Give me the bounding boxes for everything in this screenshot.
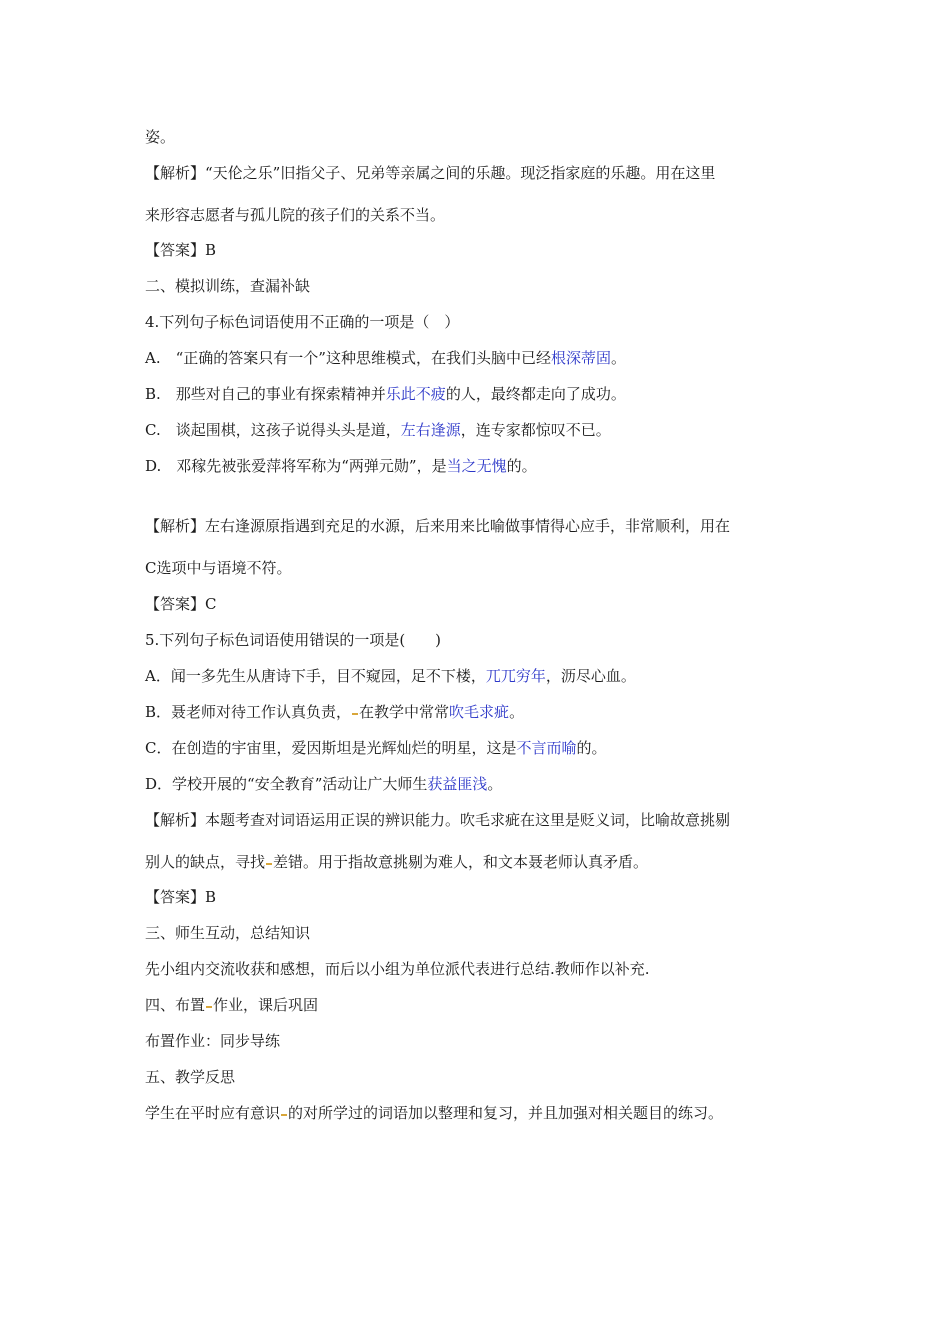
revision-mark bbox=[281, 1111, 287, 1116]
section5-title: 五、教学反思 bbox=[145, 1068, 236, 1086]
q3-answer: 【答案】B bbox=[145, 241, 217, 259]
q3-tail: 姿。 bbox=[145, 128, 176, 146]
highlighted-term: 吹毛求疵 bbox=[449, 703, 510, 721]
section3-title: 三、师生互动，总结知识 bbox=[145, 924, 311, 942]
q5-option-d: D．学校开展的“安全教育”活动让广大师生获益匪浅。 bbox=[145, 775, 503, 793]
q4-option-c: C. 谈起围棋，这孩子说得头头是道，左右逢源，连专家都惊叹不已。 bbox=[145, 421, 611, 439]
q3-analysis-line2: 来形容志愿者与孤儿院的孩子们的关系不当。 bbox=[145, 206, 446, 224]
q4-answer: 【答案】C bbox=[145, 595, 217, 613]
q5-option-b: B．聂老师对待工作认真负责， 在教学中常常吹毛求疵。 bbox=[145, 703, 525, 721]
revision-mark bbox=[266, 860, 272, 865]
revision-mark bbox=[352, 710, 358, 715]
q4-option-a: A. “正确的答案只有一个”这种思维模式，在我们头脑中已经根深蒂固。 bbox=[145, 349, 626, 367]
highlighted-term: 不言而喻 bbox=[516, 739, 577, 757]
section2-title: 二、模拟训练，查漏补缺 bbox=[145, 277, 311, 295]
highlighted-term: 根深蒂固 bbox=[550, 349, 611, 367]
section3-body: 先小组内交流收获和感想，而后以小组为单位派代表进行总结.教师作以补充. bbox=[145, 960, 650, 978]
q4-option-b: B. 那些对自己的事业有探索精神并乐此不疲的人，最终都走向了成功。 bbox=[145, 385, 626, 403]
q5-analysis-line1: 【解析】本题考查对词语运用正误的辨识能力。吹毛求疵在这里是贬义词，比喻故意挑剔 bbox=[145, 811, 731, 829]
q4-option-d: D. 邓稼先被张爱萍将军称为“两弹元勋”，是当之无愧的。 bbox=[145, 457, 537, 475]
q5-stem: 5.下列句子标色词语使用错误的一项是( ) bbox=[145, 631, 442, 649]
q4-analysis-line1: 【解析】左右逢源原指遇到充足的水源，后来用来比喻做事情得心应手，非常顺利，用在 bbox=[145, 517, 731, 535]
q5-analysis-line2: 别人的缺点，寻找 差错。用于指故意挑剔为难人，和文本聂老师认真矛盾。 bbox=[145, 853, 649, 871]
section4-body: 布置作业：同步导练 bbox=[145, 1032, 281, 1050]
highlighted-term: 兀兀穷年 bbox=[485, 667, 546, 685]
section5-body: 学生在平时应有意识 的对所学过的词语加以整理和复习，并且加强对相关题目的练习。 bbox=[145, 1104, 724, 1122]
q4-stem: 4.下列句子标色词语使用不正确的一项是（ ） bbox=[145, 313, 460, 331]
q4-analysis-line2: C选项中与语境不符。 bbox=[145, 559, 292, 577]
q5-answer: 【答案】B bbox=[145, 888, 217, 906]
q3-analysis-line1: 【解析】“天伦之乐”旧指父子、兄弟等亲属之间的乐趣。现泛指家庭的乐趣。用在这里 bbox=[145, 164, 716, 182]
highlighted-term: 左右逢源 bbox=[400, 421, 461, 439]
revision-mark bbox=[206, 1003, 212, 1008]
highlighted-term: 获益匪浅 bbox=[427, 775, 488, 793]
q5-option-a: A．闻一多先生从唐诗下手，目不窥园，足不下楼，兀兀穷年，沥尽心血。 bbox=[145, 667, 636, 685]
highlighted-term: 乐此不疲 bbox=[385, 385, 446, 403]
highlighted-term: 当之无愧 bbox=[446, 457, 507, 475]
section4-title: 四、布置 作业，课后巩固 bbox=[145, 996, 319, 1014]
q5-option-c: C．在创造的宇宙里，爱因斯坦是光辉灿烂的明星，这是不言而喻的。 bbox=[145, 739, 607, 757]
